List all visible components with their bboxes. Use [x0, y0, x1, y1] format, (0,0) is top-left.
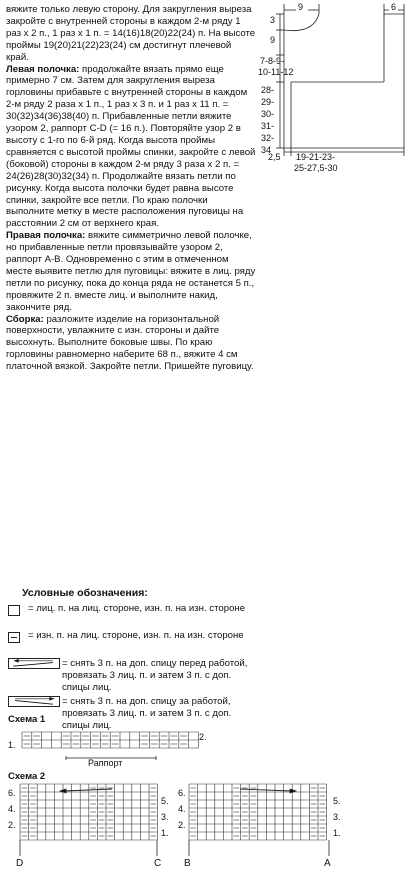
diagram-top-right-label: 6	[391, 2, 397, 12]
assembly-body: разложите изделие на горизонтальной поверхности, увлажните с изн. стороны и дайте высохнуть. Выполните боковые швы. По краю горловины равномерно наберите 68 п., вяжите 4 см платочной вязкой. Закройте петли. Пришейте пуговицу.	[6, 313, 254, 373]
scheme2-mid-row-5: 5.	[161, 796, 169, 806]
scheme2-right-row-2: 2.	[178, 820, 186, 830]
diagram-left-label-4: 28-	[261, 85, 275, 95]
instructions-column	[6, 4, 256, 373]
scheme2-title: Схема 2	[8, 771, 46, 782]
diagram-bottom-mid-label-2: 25-27,5-30	[294, 163, 338, 173]
right-front-body: вяжите симметрично левой полочке, но прибавленные петли провязывайте узором 2, раппорт A-B. Одновременно с этим в отмеченном месте выявите петлю для пуговицы: вяжите в лиц. ряду петли по рисунку, пока до конца ряда не останется 5 п., провяжите 2 п. вместе лиц. и выполните накид, закончите ряд.	[6, 230, 256, 313]
scheme2-mid-row-1: 1.	[161, 828, 169, 838]
scheme2-label-b: B	[184, 858, 191, 869]
cable-left-cross-icon	[8, 658, 60, 669]
scheme2-left-row-4: 4.	[8, 804, 16, 814]
scheme2-right-row-4: 4.	[178, 804, 186, 814]
legend-item-cable-left	[6, 658, 251, 696]
intro-paragraph: вяжите только левую сторону. Для закругления выреза закройте с внутренней стороны в каждом 2-м ряду 1 раз х 2 п., 1 раз х 1 п. = 14(16)18(20)22(24) п. На высоте проймы 19(20)21(22)23(24) см достигнут плечевой край.	[6, 4, 256, 63]
scheme2-far-row-3: 3.	[333, 812, 341, 822]
scheme2-grids	[4, 782, 409, 872]
scheme1-title: Схема 1	[8, 714, 46, 725]
scheme2-label-c: C	[154, 858, 162, 869]
scheme1-grid	[6, 726, 216, 771]
legend-title: Условные обозначения:	[22, 587, 148, 599]
scheme2-right-row-6: 6.	[178, 788, 186, 798]
diagram-left-label-5: 29-	[261, 97, 275, 107]
diagram-left-label-8: 32-	[261, 133, 275, 143]
scheme2-label-a: A	[324, 858, 331, 869]
diagram-left-label-6: 30-	[261, 109, 275, 119]
assembly-paragraph	[6, 314, 256, 374]
scheme1-rapport-label: Раппорт	[88, 758, 123, 768]
legend-item-purl	[6, 630, 251, 656]
legend-item-cable-left-text: = снять 3 п. на доп. спицу перед работой, провязать 3 лиц. п. и затем 3 п. с доп. спицы лиц.	[62, 658, 248, 693]
diagram-left-label-0: 3	[270, 15, 276, 25]
diagram-bottom-left-label: 2,5	[268, 152, 281, 162]
diagram-bottom-mid-label-1: 19-21-23-	[296, 152, 336, 162]
diagram-left-label-9: 34	[261, 145, 272, 155]
legend-item-knit-text: = лиц. п. на лиц. стороне, изн. п. на изн. стороне	[28, 603, 246, 614]
scheme2-mid-row-3: 3.	[161, 812, 169, 822]
legend-item-purl-text: = изн. п. на лиц. стороне, изн. п. на изн. стороне	[28, 630, 244, 641]
diagram-left-label-2: 7-8-9-	[260, 56, 285, 66]
purl-symbol-icon	[8, 632, 20, 643]
scheme1-row-left-label: 1.	[8, 740, 16, 750]
left-front-paragraph	[6, 64, 256, 231]
assembly-title: Сборка:	[6, 313, 44, 325]
diagram-left-label-7: 31-	[261, 121, 275, 131]
right-front-paragraph	[6, 230, 256, 313]
scheme2-label-d: D	[16, 858, 24, 869]
scheme1-row-right-label: 2.	[199, 732, 207, 742]
scheme2-left-row-6: 6.	[8, 788, 16, 798]
diagram-top-left-label: 9	[298, 2, 304, 12]
legend-item-knit	[6, 603, 251, 629]
scheme2-far-row-5: 5.	[333, 796, 341, 806]
knit-symbol-icon	[8, 605, 20, 616]
legend-item-cable-right-text: = снять 3 п. на доп. спицу за работой, провязать 3 лиц. п. и затем 3 п. с доп. спицы лиц.	[62, 696, 232, 731]
left-front-body: продолжайте вязать прямо еще примерно 7 см. Затем для закругления выреза горловины прибавьте с внутренней стороны в каждом 2-м ряду 2 раза х 1 п., 1 раз х 3 п. и 1 раз х 11 п. = 30(32)34(36)38(40) п. Прибавленные петли вяжите узором 2, раппорт C-D (= 16 п.). Повторяйте узор 2 в высоту с 1-го по 6-й ряд. Когда высота проймы сравняется с высотой проймы спинки, закройте с левой (боковой) стороны в каждом 2-м ряду 3 раза х 2 п. = 24(26)28(30)32(34) п. Продолжайте вязать петли по рисунку. Когда высота полочки будет равна высоте спинки, закройте все петли. По краю полочки выполните метку в месте расположения пуговицы на расстоянии 2 см от верхнего края.	[6, 63, 256, 230]
pattern-diagram	[258, 0, 408, 185]
left-front-title: Левая полочка:	[6, 63, 80, 75]
scheme2-left-row-2: 2.	[8, 820, 16, 830]
cable-right-cross-icon	[8, 696, 60, 707]
scheme2-far-row-1: 1.	[333, 828, 341, 838]
diagram-left-label-3: 10-11-12	[258, 67, 294, 77]
right-front-title: Правая полочка:	[6, 230, 86, 242]
diagram-left-label-1: 9	[270, 35, 276, 45]
